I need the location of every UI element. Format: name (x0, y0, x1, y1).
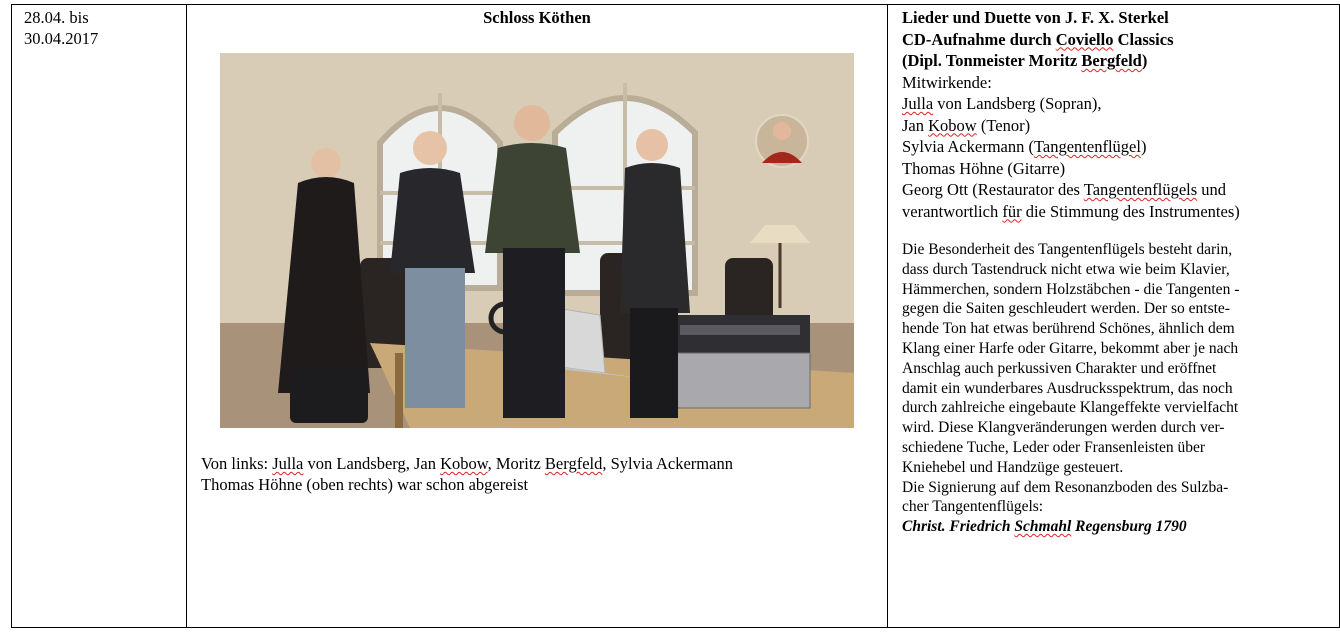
place-title: Schloss Köthen (483, 8, 591, 27)
performer-text: Jan (902, 115, 929, 135)
photo-caption (187, 428, 887, 495)
performer-text: Sylvia Ackermann ( (902, 137, 1034, 156)
heading-name: Bergfeld (1081, 51, 1142, 70)
caption-line-1 (201, 453, 887, 474)
instrument-signature (902, 517, 1335, 537)
body-line: dass durch Tastendruck nicht etwa wie beim Klavier, (902, 260, 1230, 278)
caption-line-2: Thomas Höhne (oben rechts) war schon abgereist (201, 475, 529, 494)
performer-2 (902, 115, 1339, 137)
mitwirkende-label: Mitwirkende: (902, 72, 992, 92)
performer-6 (902, 201, 1339, 223)
caption-text: Von links: (201, 454, 273, 473)
body-line: schiedene Tuche, Leder oder Fransenleisten über (902, 438, 1206, 456)
heading-text: CD-Aufnahme durch (902, 29, 1056, 49)
caption-text: von Landsberg, Jan (303, 454, 441, 473)
body-line: durch zahlreiche eingebaute Klangeffekte vervielfacht (902, 399, 1239, 417)
instrument-description (902, 240, 1339, 537)
signature-name: Schmahl (1014, 518, 1072, 536)
place-cell (187, 5, 888, 628)
description-heading-2 (902, 29, 1339, 51)
body-line: Die Besonderheit des Tangentenflügels besteht darin, (902, 241, 1233, 258)
performer-text: die Stimmung des Instrumentes) (1021, 201, 1240, 221)
body-line: Anschlag auch perkussiven Charakter und eröffnet (902, 359, 1217, 377)
caption-text: , Moritz (487, 454, 545, 473)
performer-text: (Tenor) (976, 115, 1031, 135)
table-row (12, 5, 1340, 628)
signature-text: Regensburg 1790 (1071, 518, 1187, 536)
performer-name: Julla (902, 94, 934, 113)
heading-text: Classics (1113, 29, 1174, 49)
events-table (11, 4, 1340, 628)
performer-5 (902, 179, 1339, 201)
date-cell (12, 5, 187, 628)
body-line: Klang einer Harfe oder Gitarre, bekommt aber je nach (902, 339, 1239, 357)
body-line: hende Ton hat etwas berührend Schönes, ähnlich dem (902, 320, 1235, 338)
heading-name: Coviello (1055, 29, 1114, 49)
performer-text: verantwortlich (902, 201, 1003, 221)
body-line: gegen die Saiten geschleudert werden. Der so entste- (902, 300, 1230, 318)
performer-text: und (1197, 180, 1227, 199)
performer-4: Thomas Höhne (Gitarre) (902, 158, 1066, 178)
description-heading-1: Lieder und Duette von J. F. X. Sterkel (902, 8, 1169, 27)
performer-3 (902, 136, 1339, 158)
caption-text: , Sylvia Ackermann (602, 454, 733, 473)
body-line: Kniehebel und Handzüge gesteuert. (902, 458, 1124, 476)
date-end: 30.04.2017 (24, 29, 99, 48)
body-line: damit ein wunderbares Ausdrucksspektrum, das noch (902, 379, 1233, 397)
performer-word: für (1002, 201, 1022, 221)
signature-text: Christ. Friedrich (902, 518, 1015, 536)
performer-instrument: Tangentenflügels (1083, 180, 1198, 199)
body-line: Die Signierung auf dem Resonanzboden des Sulzba- (902, 478, 1229, 496)
description-cell (888, 5, 1340, 628)
event-description (888, 5, 1339, 537)
caption-name: Kobow (440, 454, 488, 473)
event-date (12, 5, 186, 49)
heading-text: (Dipl. Tonmeister Moritz (902, 51, 1082, 70)
body-line: cher Tangentenflügels: (902, 498, 1044, 516)
performer-text: Georg Ott (Restaurator des (902, 180, 1084, 199)
heading-text: ) (1141, 51, 1148, 70)
performer-instrument: Tangentenflügel (1033, 137, 1141, 156)
caption-name: Julla (272, 454, 304, 473)
performer-1 (902, 93, 1339, 115)
description-heading-3 (902, 50, 1339, 72)
performer-text: von Landsberg (Sopran), (933, 94, 1102, 113)
body-line: Hämmerchen, sondern Holzstäbchen - die Tangenten - (902, 280, 1240, 298)
performer-name: Kobow (928, 115, 977, 135)
date-start: 28.04. bis (24, 8, 89, 27)
performer-text: ) (1140, 137, 1147, 156)
group-photo-illustration (220, 53, 854, 428)
group-photo (220, 53, 854, 428)
body-line: wird. Diese Klangveränderungen werden durch ver- (902, 419, 1225, 437)
caption-name: Bergfeld (544, 454, 603, 473)
